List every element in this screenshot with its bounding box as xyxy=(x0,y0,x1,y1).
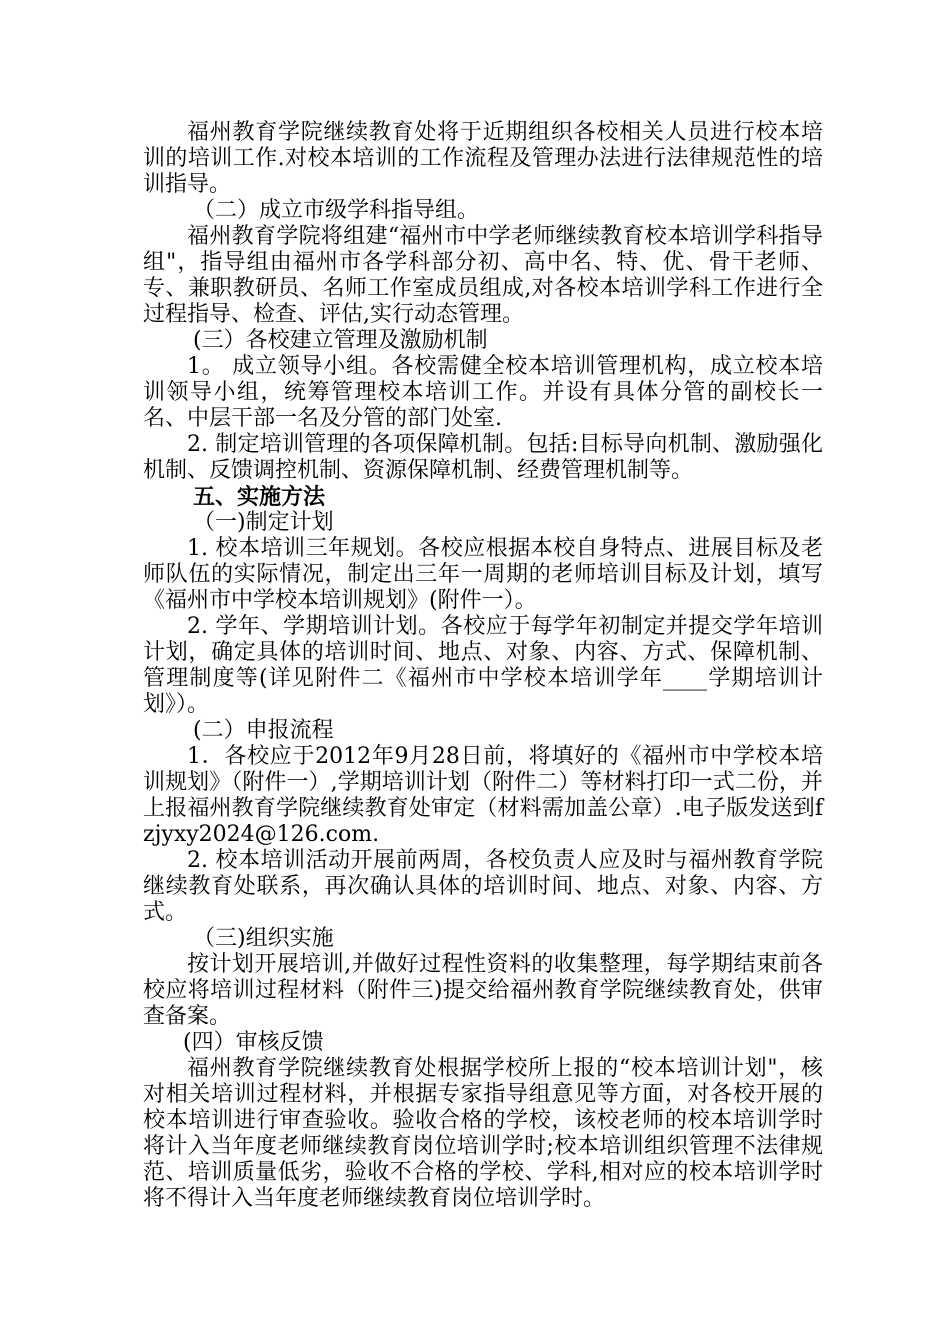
paragraph-review-acceptance: 福州教育学院继续教育处根据学校所上报的“校本培训计划"，核对相关培训过程材料，并根据专家指导组意见等方面，对各校开展的校本培训进行审查验收。验收合格的学校，该校老师的校本培训学时将计入当年度老师继续教育岗位培训学时;校本培训组织管理不法律规范、培训质量低劣，验收不合格的学校、学科,相对应的校本培训学时将不得计入当年度老师继续教育岗位培训学时。 xyxy=(143,1056,823,1211)
paragraph-training-records: 按计划开展培训,并做好过程性资料的收集整理，每学期结束前各校应将培训过程材料（附件三)提交给福州教育学院继续教育处，供审查备案。 xyxy=(143,952,823,1029)
paragraph-three-year-plan: 1. 校本培训三年规划。各校应根据本校自身特点、进展目标及老师队伍的实际情况，制定出三年一周期的老师培训目标及计划，填写《福州市中学校本培训规划》(附件一）。 xyxy=(143,536,823,613)
subheading-review-feedback: (四）审核反馈 xyxy=(183,1030,324,1055)
subheading-management-mechanism: (三）各校建立管理及激励机制 xyxy=(193,328,488,353)
subheading-city-guidance-group: （二）成立市级学科指导组。 xyxy=(193,198,480,223)
document-body xyxy=(143,120,823,1212)
paragraph-guarantee-mechanism: 2. 制定培训管理的各项保障机制。包括:目标导向机制、激励强化机制、反馈调控机制、资源保障机制、经费管理机制等。 xyxy=(143,432,823,483)
subheading-make-plan: （一)制定计划 xyxy=(193,510,334,535)
subheading-organize-implementation: （三)组织实施 xyxy=(193,926,334,951)
paragraph-leadership-group: 1。 成立领导小组。各校需健全校本培训管理机构，成立校本培训领导小组，统筹管理校本培训工作。并设有具体分管的副校长一名、中层干部一名及分管的部门处室. xyxy=(143,354,823,431)
paragraph-semester-plan: 2. 学年、学期培训计划。各校应于每学年初制定并提交学年培训计划，确定具体的培训时间、地点、对象、内容、方式、保障机制、管理制度等(详见附件二《福州市中学校本培训学年____学期培训计划》）。 xyxy=(143,614,823,717)
paragraph-training-guidance: 福州教育学院继续教育处将于近期组织各校相关人员进行校本培训的培训工作.对校本培训的工作流程及管理办法进行法律规范性的培训指导。 xyxy=(143,120,823,197)
section-heading-implementation: 五、实施方法 xyxy=(193,484,326,510)
paragraph-contact-before-training: 2. 校本培训活动开展前两周，各校负责人应及时与福州教育学院继续教育处联系，再次确认具体的培训时间、地点、对象、内容、方式。 xyxy=(143,848,823,925)
paragraph-submission-deadline: 1．各校应于2012年9月28日前，将填好的《福州市中学校本培训规划》（附件一）,学期培训计划（附件二）等材料打印一式二份，并上报福州教育学院继续教育处审定（材料需加盖公章）.电子版发送到fzjyxy2024@126.com. xyxy=(143,744,823,847)
paragraph-guidance-group: 福州教育学院将组建“福州市中学老师继续教育校本培训学科指导组"，指导组由福州市各学科部分初、高中名、特、优、骨干老师、专、兼职教研员、名师工作室成员组成,对各校本培训学科工作进行全过程指导、检查、评估,实行动态管理。 xyxy=(143,224,823,327)
subheading-application-process: (二）申报流程 xyxy=(193,718,334,743)
